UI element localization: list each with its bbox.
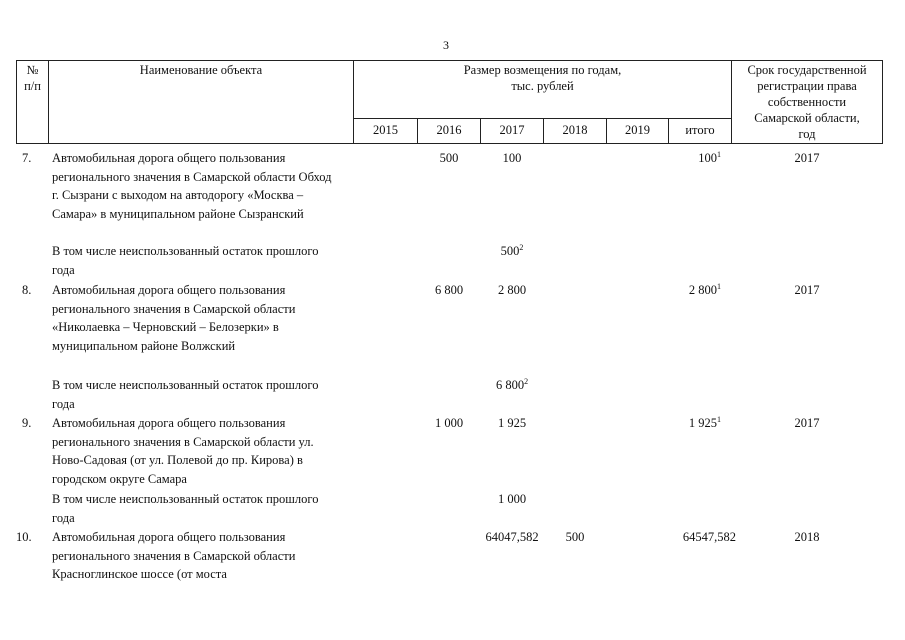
row-number: 8. xyxy=(22,283,32,297)
header-name: Наименование объекта xyxy=(139,63,263,77)
value-2017: 1 925 xyxy=(497,416,527,430)
header-num: № п/п xyxy=(24,63,41,93)
subrow-label: В том числе неиспользованный остаток прошлого года xyxy=(52,378,319,411)
table-border-header-bottom xyxy=(16,143,883,144)
header-year-total: итого xyxy=(685,123,715,137)
deadline-year: 2018 xyxy=(794,530,820,544)
subrow-value-2017: $500^2$ xyxy=(500,243,524,258)
header-year-2019: 2019 xyxy=(625,123,650,137)
value-total: 64547,582 xyxy=(682,530,736,544)
header-year-2018: 2018 xyxy=(562,123,588,137)
value-2016: 500 xyxy=(439,151,459,165)
object-name: Автомобильная дорога общего пользования регионального значения в Самарской области Обход г. Сызрани с выходом на автодорогу «Москва – Самара» в муниципальном районе Сызранский xyxy=(52,151,332,221)
value-2016: 6 800 xyxy=(434,283,464,297)
value-2017: 2 800 xyxy=(497,283,527,297)
value-2018: 500 xyxy=(565,530,585,544)
value-2017: 64047,582 xyxy=(485,530,539,544)
header-year-2015: 2015 xyxy=(373,123,398,137)
header-amount: Размер возмещения по годам, тыс. рублей xyxy=(463,63,622,93)
value-2016: 1 000 xyxy=(434,416,464,430)
row-number: 10. xyxy=(16,530,32,544)
subrow-label: В том числе неиспользованный остаток прошлого года xyxy=(52,492,319,525)
value-total: 2 $800^1$ xyxy=(688,282,721,297)
subrow-label: В том числе неиспользованный остаток прошлого года xyxy=(52,244,319,277)
header-year-2017: 2017 xyxy=(499,123,525,137)
deadline-year: 2017 xyxy=(794,151,820,165)
table-border-top xyxy=(16,60,883,61)
deadline-year: 2017 xyxy=(794,283,820,297)
subrow-value-2017: 1 000 xyxy=(497,492,527,506)
header-year-2016: 2016 xyxy=(436,123,462,137)
header-deadline: Срок государственной регистрации права собственности Самарской области, год xyxy=(747,63,867,141)
object-name: Автомобильная дорога общего пользования регионального значения в Самарской области Красноглинское шоссе (от моста xyxy=(52,530,296,582)
value-2017: 100 xyxy=(502,151,522,165)
row-number: 7. xyxy=(22,151,32,165)
col-line xyxy=(882,60,883,144)
deadline-year: 2017 xyxy=(794,416,820,430)
subrow-value-2017: 6 $800^2$ xyxy=(495,377,529,392)
page-number: 3 xyxy=(443,38,449,52)
object-name: Автомобильная дорога общего пользования регионального значения в Самарской области ул. Ново-Садовая (от ул. Полевой до пр. Кирова) в городском округе Самара xyxy=(52,416,314,486)
value-total: $100^1$ xyxy=(698,150,721,165)
row-number: 9. xyxy=(22,416,32,430)
value-total: 1 $925^1$ xyxy=(688,415,721,430)
object-name: Автомобильная дорога общего пользования регионального значения в Самарской области «Николаевка – Черновский – Белозерки» в муниципальном районе Волжский xyxy=(52,283,296,353)
years-divider-line xyxy=(353,118,731,119)
